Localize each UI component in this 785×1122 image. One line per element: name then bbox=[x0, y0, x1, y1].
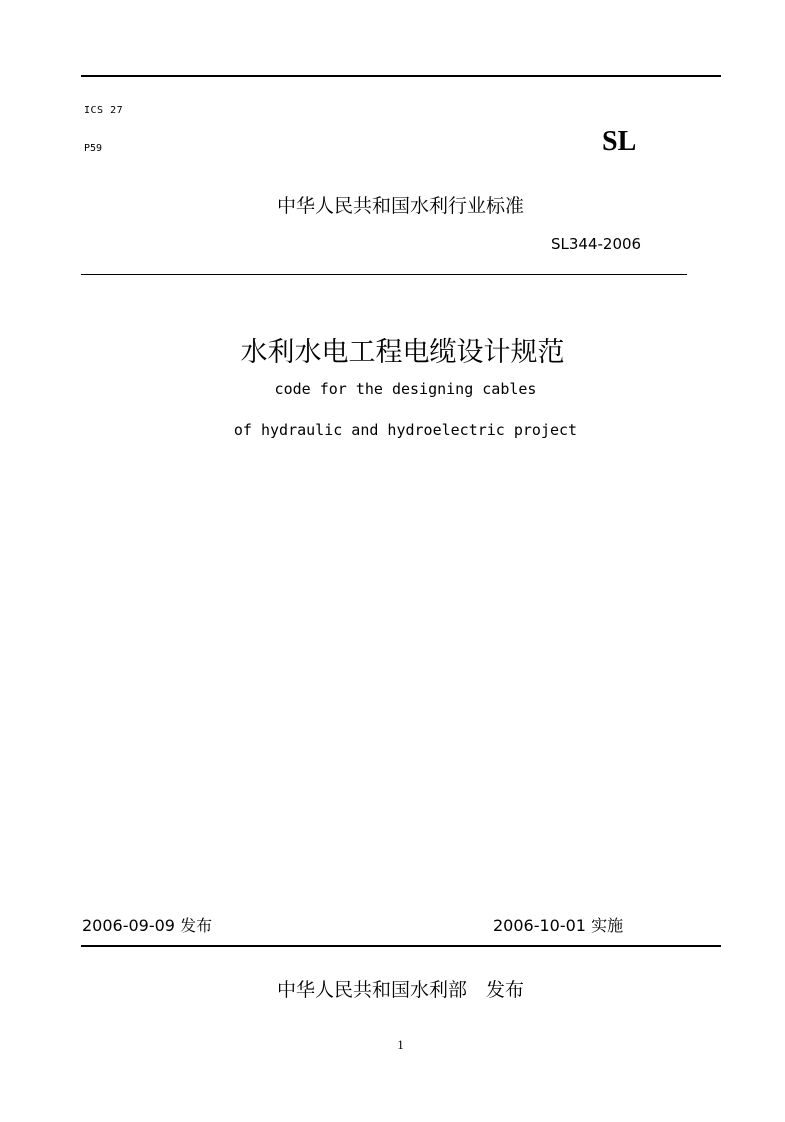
document-title-chinese: 水利水电工程电缆设计规范 bbox=[240, 337, 565, 368]
standard-number: SL344-2006 bbox=[551, 235, 642, 253]
issuing-authority: 中华人民共和国水利部 发布 bbox=[276, 979, 524, 1001]
ics-code: ICS 27 bbox=[84, 105, 124, 116]
issue-date: 2006-09-09 发布 bbox=[82, 916, 213, 935]
implementation-date: 2006-10-01 实施 bbox=[493, 916, 624, 935]
document-title-english-line2: of hydraulic and hydroelectric project bbox=[233, 421, 578, 439]
header-rule bbox=[81, 274, 687, 275]
top-rule bbox=[81, 75, 721, 77]
bottom-rule bbox=[81, 945, 721, 947]
document-title-english-line1: code for the designing cables bbox=[274, 380, 537, 398]
standard-organization: 中华人民共和国水利行业标准 bbox=[276, 195, 524, 217]
standard-mark: SL bbox=[602, 126, 637, 157]
ccs-code: P59 bbox=[84, 143, 103, 154]
page-number: 1 bbox=[397, 1037, 404, 1052]
